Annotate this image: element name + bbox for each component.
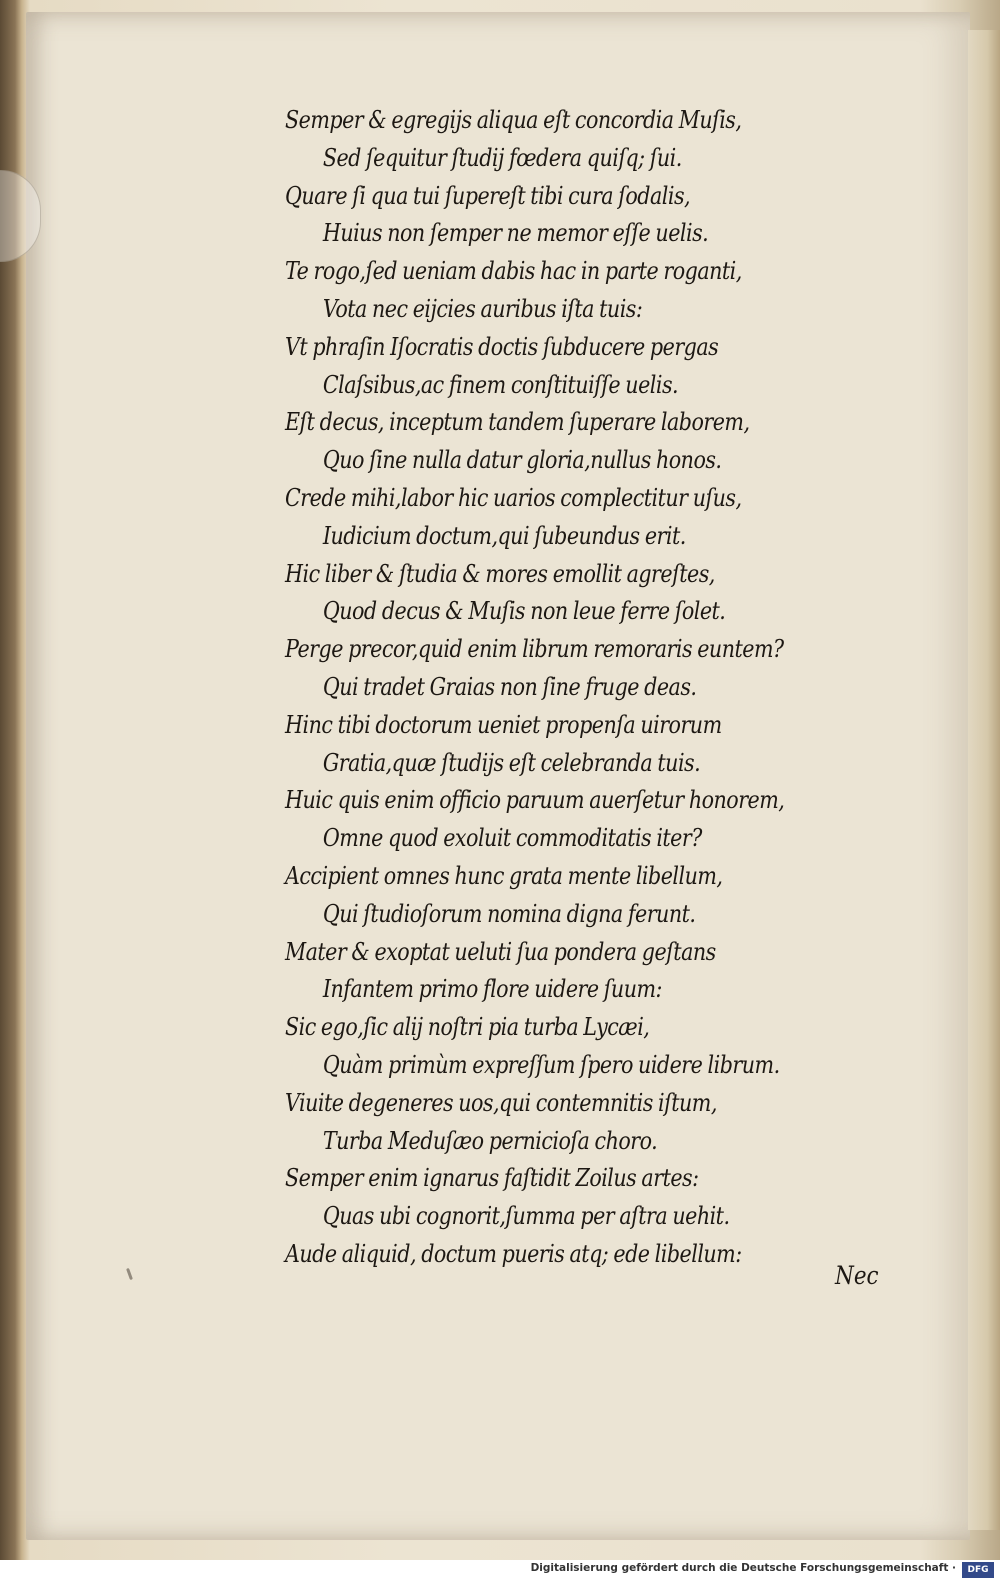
verse-line: Huius non ſemper ne memor eſſe uelis.	[322, 219, 709, 248]
verse-line: Quare ſi qua tui ſupereſt tibi cura ſodalis,	[285, 181, 691, 210]
verse-line: Quo ſine nulla datur gloria,nullus honos.	[322, 446, 722, 475]
verse-line: Qui ſtudioſorum nomina digna ferunt.	[322, 899, 696, 928]
verse-line: Qui tradet Graias non ſine fruge deas.	[322, 672, 697, 701]
verse-line: Claſsibus,ac finem conſtituiſſe uelis.	[322, 370, 679, 399]
verse-line: Sic ego,ſic alij noſtri pia turba Lycæi,	[285, 1013, 650, 1042]
verse-line: Sed ſequitur ſtudij fœdera quiſq; ſui.	[322, 143, 682, 172]
verse-line: Hinc tibi doctorum ueniet propenſa uirorum	[285, 710, 722, 739]
verse-line: Omne quod exoluit commoditatis iter?	[322, 824, 702, 853]
verse-line: Accipient omnes hunc grata mente libellum,	[285, 861, 723, 890]
verse-line: Mater & exoptat ueluti ſua pondera geſtans	[285, 937, 716, 966]
footer-credit: Digitalisierung gefördert durch die Deutsche Forschungsgemeinschaft ·	[530, 1562, 956, 1574]
dfg-logo-icon: DFG	[962, 1562, 994, 1578]
poem-text	[285, 102, 905, 1274]
verse-line: Quas ubi cognorit,ſumma per aſtra uehit.	[322, 1202, 730, 1231]
verse-line: Crede mihi,labor hic uarios complectitur uſus,	[285, 483, 742, 512]
verse-line: Turba Meduſæo pernicioſa choro.	[322, 1126, 658, 1155]
verse-line: Viuite degeneres uos,qui contemnitis iſtum,	[285, 1088, 717, 1117]
verse-line: Huic quis enim officio paruum auerſetur honorem,	[285, 786, 785, 815]
verse-line: Semper & egregijs aliqua eſt concordia Muſis,	[285, 106, 742, 134]
next-page-edge	[968, 30, 1000, 1530]
verse-line: Quàm primùm expreſſum ſpero uidere librum.	[322, 1050, 780, 1079]
verse-line: Te rogo,ſed ueniam dabis hac in parte roganti,	[285, 257, 742, 286]
catchword: Nec	[835, 1261, 879, 1290]
verse-line: Perge precor,quid enim librum remoraris euntem?	[285, 635, 784, 664]
verse-line: Iudicium doctum,qui ſubeundus erit.	[322, 521, 686, 550]
verse-line: Quod decus & Muſis non leue ferre ſolet.	[322, 597, 726, 626]
verse-line: Infantem primo flore uidere ſuum:	[322, 975, 662, 1004]
verse-line: Gratia,quæ ſtudijs eſt celebranda tuis.	[322, 748, 701, 777]
verse-line: Aude aliquid, doctum pueris atq; ede libellum:	[285, 1239, 742, 1268]
verse-line: Hic liber & ſtudia & mores emollit agreſtes,	[285, 559, 715, 588]
verse-line: Vota nec eijcies auribus iſta tuis:	[322, 294, 643, 323]
verse-line: Vt phraſin Iſocratis doctis ſubducere pergas	[285, 332, 719, 361]
verse-line: Semper enim ignarus faſtidit Zoilus artes:	[285, 1164, 699, 1193]
verse-line: Eſt decus, inceptum tandem ſuperare laborem,	[285, 408, 750, 437]
